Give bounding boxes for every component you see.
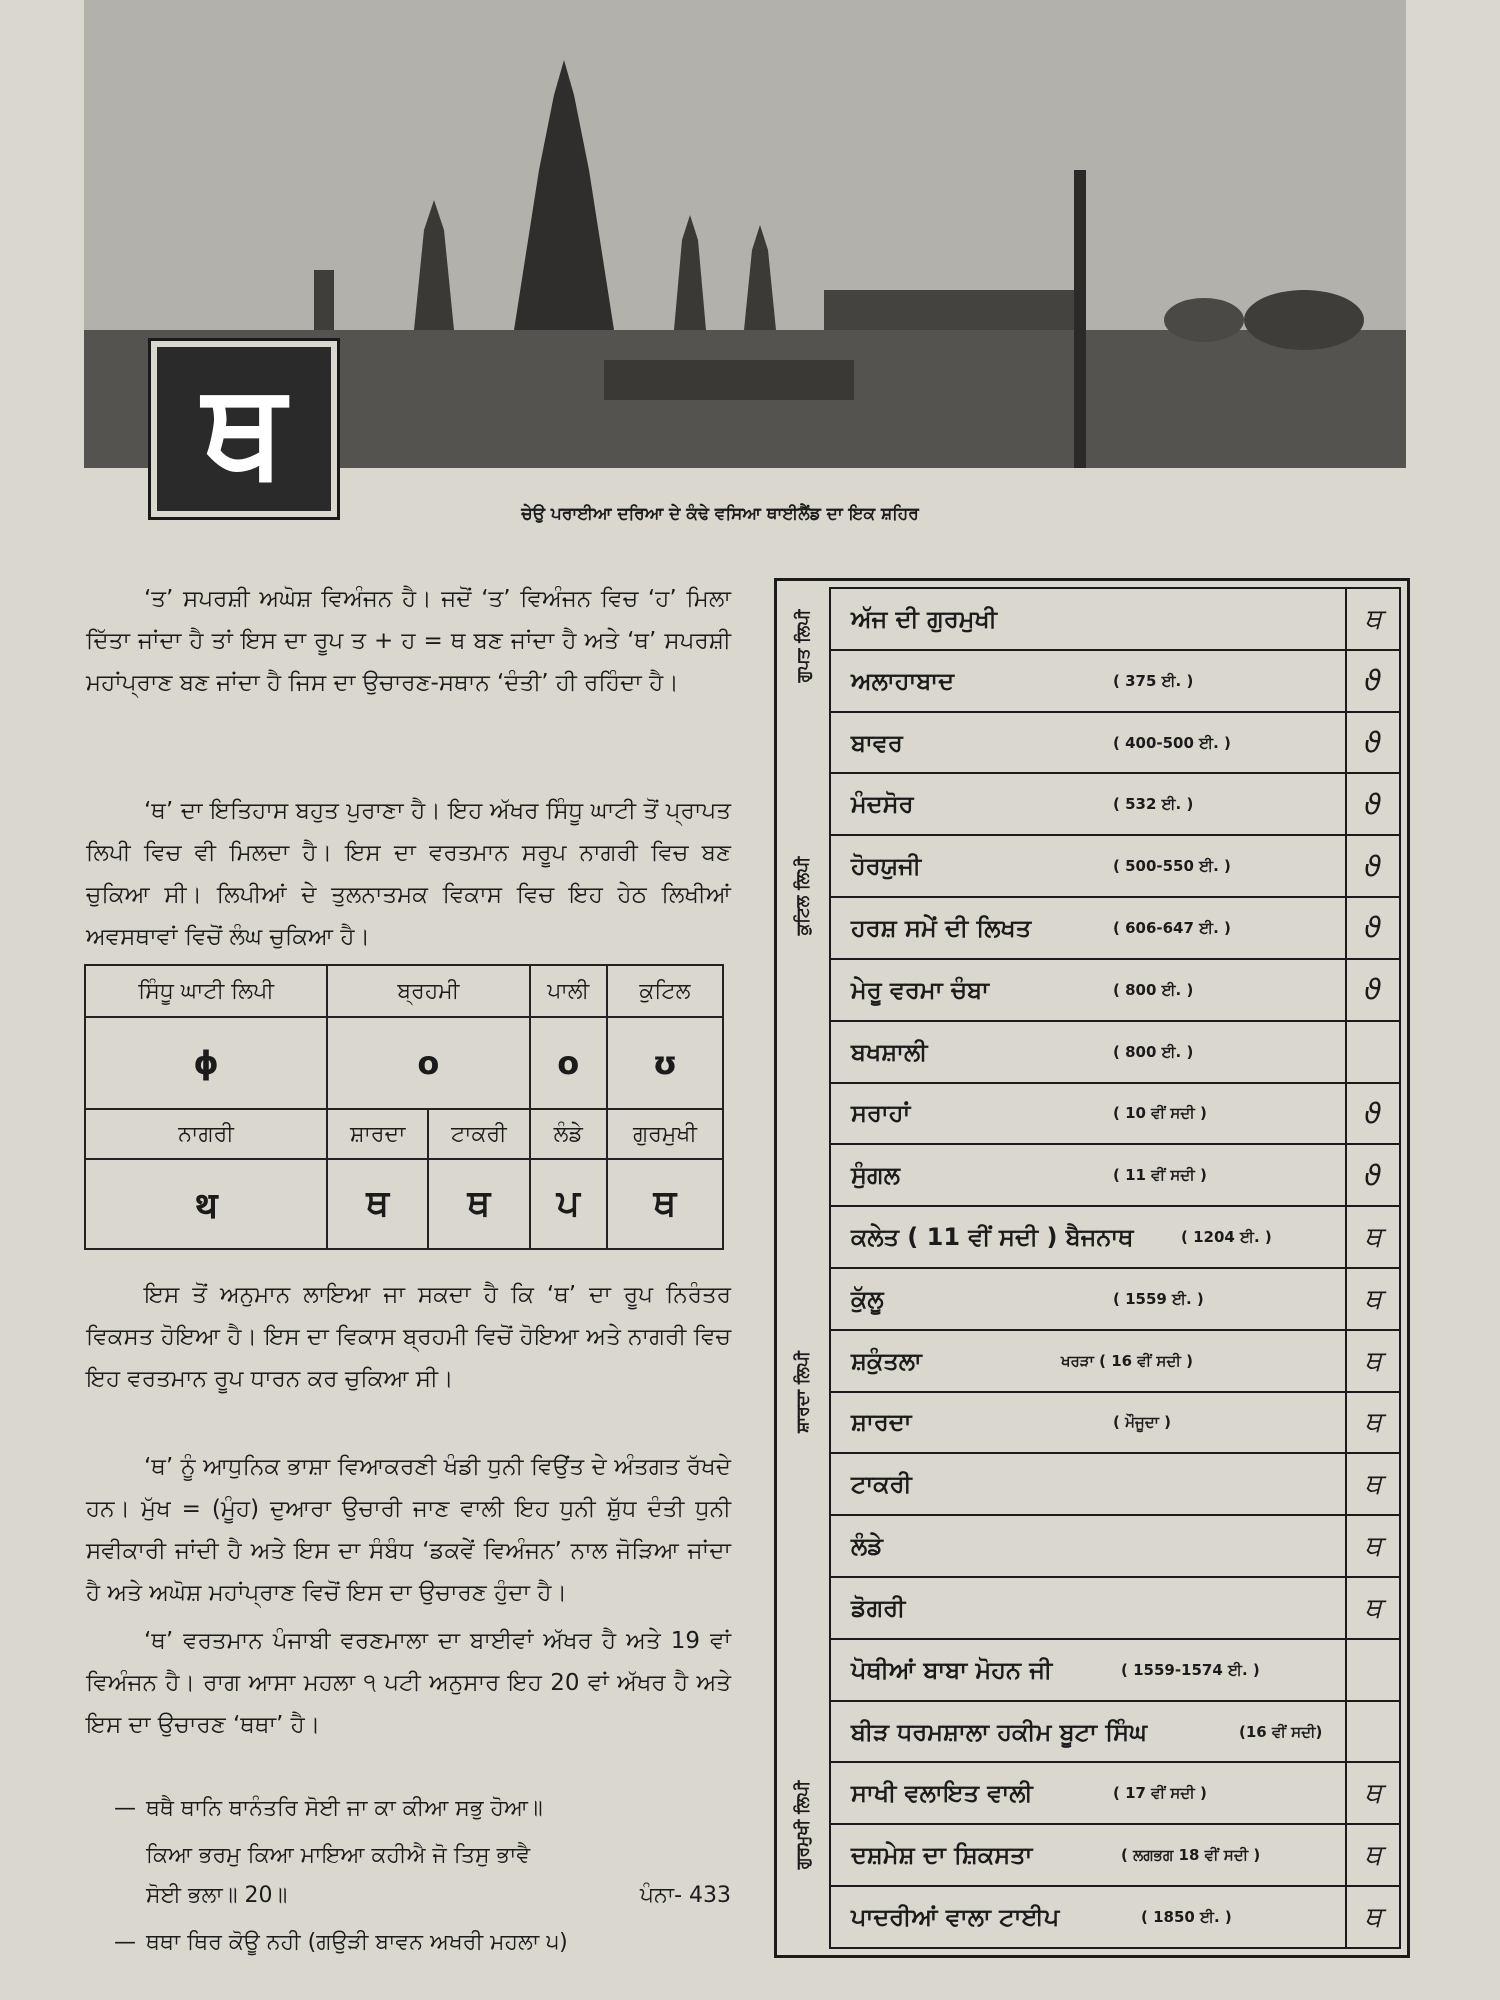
- chart-row-name: ਕਲੇਤ ( 11 ਵੀਂ ਸਦੀ ) ਬੈਜਨਾਥ: [851, 1223, 1134, 1252]
- chart-row: [831, 1763, 1399, 1825]
- chart-row: [831, 1516, 1399, 1578]
- chart-row-date: ( 17 ਵੀਂ ਸਦੀ ): [1113, 1784, 1207, 1803]
- chart-row-glyph: ϑ: [1345, 1084, 1399, 1144]
- chart-row-glyph: ϑ: [1345, 836, 1399, 896]
- chart-row-name: ਲੰਡੇ: [851, 1532, 883, 1561]
- chart-row: [831, 960, 1399, 1022]
- paragraph-5: ‘ਥ’ ਵਰਤਮਾਨ ਪੰਜਾਬੀ ਵਰਣਮਾਲਾ ਦਾ ਬਾਈਵਾਂ ਅੱਖਰ ਹੈ ਅਤੇ 19 ਵਾਂ ਵਿਅੰਜਨ ਹੈ। ਰਾਗ ਆਸਾ ਮਹਲਾ ੧ ਪਟੀ ਅਨੁਸਾਰ ਇਹ 20 ਵਾਂ ਅੱਖਰ ਹੈ ਅਤੇ ਇਸ ਦਾ ਉਚਾਰਣ ‘ਥਥਾ’ ਹੈ।: [86, 1628, 731, 1738]
- script-evolution-table: [84, 964, 724, 1250]
- table-header-cell: ਸ਼ਾਰਦਾ: [327, 1109, 428, 1159]
- chart-row-date: ( 500-550 ਈ. ): [1113, 857, 1231, 876]
- chart-row-glyph: ਥ: [1345, 1516, 1399, 1576]
- chart-row-name: ਪਾਦਰੀਆਂ ਵਾਲਾ ਟਾਈਪ: [851, 1902, 1060, 1931]
- chart-row-name: ਟਾਕਰੀ: [851, 1470, 912, 1499]
- table-header-cell: ਬ੍ਰਹਮੀ: [327, 965, 529, 1017]
- table-header-cell: ਲੰਡੇ: [530, 1109, 607, 1159]
- chart-row: [831, 1578, 1399, 1640]
- chart-row: [831, 1331, 1399, 1393]
- chart-row: [831, 774, 1399, 836]
- chart-row: [831, 1022, 1399, 1084]
- paragraph-2: ‘ਥ’ ਦਾ ਇਤਿਹਾਸ ਬਹੁਤ ਪੁਰਾਣਾ ਹੈ। ਇਹ ਅੱਖਰ ਸਿੰਧੂ ਘਾਟੀ ਤੋਂ ਪ੍ਰਾਪਤ ਲਿਪੀ ਵਿਚ ਵੀ ਮਿਲਦਾ ਹੈ। ਇਸ ਦਾ ਵਰਤਮਾਨ ਸਰੂਪ ਨਾਗਰੀ ਵਿਚ ਬਣ ਚੁਕਿਆ ਸੀ। ਲਿਪੀਆਂ ਦੇ ਤੁਲਨਾਤਮਕ ਵਿਕਾਸ ਵਿਚ ਇਹ ਹੇਠ ਲਿਖੀਆਂ ਅਵਸਥਾਵਾਂ ਵਿਚੋਂ ਲੰਘ ਚੁਕਿਆ ਹੈ।: [86, 798, 731, 950]
- chart-row-date: ( 606-647 ਈ. ): [1113, 918, 1231, 937]
- table-header-cell: ਪਾਲੀ: [530, 965, 607, 1017]
- chart-row: [831, 1825, 1399, 1887]
- chart-row: [831, 1269, 1399, 1331]
- chart-row-glyph: ϑ: [1345, 1145, 1399, 1205]
- chart-row-date: ( 800 ਈ. ): [1113, 980, 1194, 999]
- chart-row-glyph: ਥ: [1345, 1887, 1399, 1947]
- chart-row-name: ਅੱਜ ਦੀ ਗੁਰਮੁਖੀ: [851, 604, 997, 633]
- table-glyph-cell: थ: [85, 1159, 327, 1249]
- quote-page-ref: ਪੰਨਾ- 433: [639, 1883, 731, 1908]
- quote-line-3: [146, 1876, 731, 1916]
- quote-text: ਕਿਆ ਭਰਮੁ ਕਿਆ ਮਾਇਆ ਕਹੀਐ ਜੋ ਤਿਸੁ ਭਾਵੈ: [146, 1843, 531, 1868]
- chart-row: [831, 1145, 1399, 1207]
- chart-rows: [829, 587, 1401, 1949]
- table-header-cell: ਗੁਰਮੁਖੀ: [607, 1109, 723, 1159]
- chart-row-name: ਬੀੜ ਧਰਮਸ਼ਾਲਾ ਹਕੀਮ ਬੂਟਾ ਸਿੰਘ: [851, 1717, 1147, 1746]
- quote-text: ਥਥੈ ਥਾਨਿ ਥਾਨੰਤਰਿ ਸੋਈ ਜਾ ਕਾ ਕੀਆ ਸਭੁ ਹੋਆ॥: [146, 1796, 543, 1821]
- chart-row-date: ( ਮੌਜੂਦਾ ): [1113, 1413, 1172, 1432]
- drop-cap-box: [148, 338, 340, 520]
- chart-row-name: ਪੋਥੀਆਂ ਬਾਬਾ ਮੋਹਨ ਜੀ: [851, 1655, 1053, 1684]
- chart-row-date: ਖਰੜਾ ( 16 ਵੀਂ ਸਦੀ ): [1061, 1351, 1193, 1370]
- table-glyph-cell: o: [327, 1017, 529, 1109]
- chart-row-name: ਮੰਦਸੋਰ: [851, 790, 914, 819]
- chart-row: [831, 836, 1399, 898]
- chart-row-date: ( 11 ਵੀਂ ਸਦੀ ): [1113, 1166, 1207, 1185]
- chart-row-date: (16 ਵੀਂ ਸਦੀ): [1239, 1722, 1323, 1741]
- chart-row-date: ( 375 ਈ. ): [1113, 671, 1194, 690]
- chart-row-name: ਸੁੰਗਲ: [851, 1161, 900, 1190]
- chart-row-date: ( ਲਗਭਗ 18 ਵੀਂ ਸਦੀ ): [1121, 1846, 1261, 1865]
- chart-group-label: ਸ਼ਾਰਦਾ ਲਿਪੀ: [793, 1351, 813, 1433]
- chart-row-glyph: ਥ: [1345, 1269, 1399, 1329]
- quote-dash: —: [114, 1796, 136, 1821]
- chart-row-date: ( 1850 ਈ. ): [1141, 1907, 1232, 1926]
- chart-group-label: ਗੁਪਤ ਲਿਪੀ: [793, 609, 813, 683]
- table-glyph-cell: ʊ: [607, 1017, 723, 1109]
- chart-row-glyph: ਥ: [1345, 589, 1399, 649]
- chart-row-name: ਬਖਸ਼ਾਲੀ: [851, 1037, 928, 1066]
- chart-row-glyph: ϑ: [1345, 898, 1399, 958]
- chart-row-name: ਡੋਗਰੀ: [851, 1593, 906, 1622]
- chart-row-glyph: ਥ: [1345, 1331, 1399, 1391]
- chart-row-name: ਦਸ਼ਮੇਸ਼ ਦਾ ਸ਼ਿਕਸਤਾ: [851, 1841, 1033, 1870]
- chart-row-name: ਸਾਖੀ ਵਲਾਇਤ ਵਾਲੀ: [851, 1779, 1033, 1808]
- chart-row-name: ਹੋਰਯੁਜੀ: [851, 852, 922, 881]
- table-glyph-cell: ϕ: [85, 1017, 327, 1109]
- chart-row-glyph: ਥ: [1345, 1578, 1399, 1638]
- chart-row: [831, 1393, 1399, 1455]
- chart-row: [831, 1702, 1399, 1764]
- chart-row-glyph: ਥ: [1345, 1454, 1399, 1514]
- chart-row: [831, 1207, 1399, 1269]
- quote-line-1: [114, 1789, 731, 1829]
- chart-row-date: ( 10 ਵੀਂ ਸਦੀ ): [1113, 1104, 1207, 1123]
- chart-row-glyph: [1345, 1640, 1399, 1700]
- chart-row-name: ਸਰਾਹਾਂ: [851, 1099, 911, 1128]
- drop-cap-letter: ਥ: [157, 347, 331, 511]
- table-header-cell: ਸਿੰਧੂ ਘਾਟੀ ਲਿਪੀ: [85, 965, 327, 1017]
- paragraph-1: ‘ਤ’ ਸਪਰਸ਼ੀ ਅਘੋਸ਼ ਵਿਅੰਜਨ ਹੈ। ਜਦੋਂ ‘ਤ’ ਵਿਅੰਜਨ ਵਿਚ ‘ਹ’ ਮਿਲਾ ਦਿੱਤਾ ਜਾਂਦਾ ਹੈ ਤਾਂ ਇਸ ਦਾ ਰੂਪ ਤ + ਹ = ਥ ਬਣ ਜਾਂਦਾ ਹੈ ਅਤੇ ‘ਥ’ ਸਪਰਸ਼ੀ ਮਹਾਂਪ੍ਰਾਣ ਬਣ ਜਾਂਦਾ ਹੈ ਜਿਸ ਦਾ ਉਚਾਰਣ-ਸਥਾਨ ‘ਦੰਤੀ’ ਹੀ ਰਹਿੰਦਾ ਹੈ।: [86, 586, 731, 696]
- script-development-chart: [774, 578, 1410, 1958]
- chart-row: [831, 1887, 1399, 1947]
- chart-row-glyph: ϑ: [1345, 651, 1399, 711]
- table-header-cell: ਟਾਕਰੀ: [428, 1109, 529, 1159]
- quote-line-2: [146, 1836, 731, 1876]
- chart-row-name: ਮੇਰੂ ਵਰਮਾ ਚੰਬਾ: [851, 975, 989, 1004]
- table-glyph-cell: o: [530, 1017, 607, 1109]
- chart-row: [831, 1640, 1399, 1702]
- chart-row-name: ਸ਼ਕੁੰਤਲਾ: [851, 1346, 922, 1375]
- chart-row-glyph: ਥ: [1345, 1763, 1399, 1823]
- quote-dash: —: [114, 1930, 136, 1955]
- chart-row-glyph: ਥ: [1345, 1825, 1399, 1885]
- chart-row-name: ਸ਼ਾਰਦਾ: [851, 1408, 912, 1437]
- chart-row: [831, 589, 1399, 651]
- chart-row: [831, 898, 1399, 960]
- chart-row: [831, 1084, 1399, 1146]
- chart-row: [831, 651, 1399, 713]
- chart-row-glyph: ਥ: [1345, 1393, 1399, 1453]
- chart-row-date: ( 1204 ਈ. ): [1181, 1228, 1272, 1247]
- chart-row-name: ਅਲਾਹਾਬਾਦ: [851, 666, 955, 695]
- chart-row-date: ( 800 ਈ. ): [1113, 1042, 1194, 1061]
- chart-group-label: ਗੁਰਮੁਖੀ ਲਿਪੀ: [793, 1780, 814, 1870]
- quote-line-4: [114, 1923, 731, 1963]
- table-glyph-cell: ਥ: [428, 1159, 529, 1249]
- chart-row-glyph: [1345, 1022, 1399, 1082]
- chart-row-glyph: ϑ: [1345, 774, 1399, 834]
- paragraph-3: ਇਸ ਤੋਂ ਅਨੁਮਾਨ ਲਾਇਆ ਜਾ ਸਕਦਾ ਹੈ ਕਿ ‘ਥ’ ਦਾ ਰੂਪ ਨਿਰੰਤਰ ਵਿਕਸਤ ਹੋਇਆ ਹੈ। ਇਸ ਦਾ ਵਿਕਾਸ ਬ੍ਰਹਮੀ ਵਿਚੋਂ ਹੋਇਆ ਅਤੇ ਨਾਗਰੀ ਵਿਚ ਇਹ ਵਰਤਮਾਨ ਰੂਪ ਧਾਰਨ ਕਰ ਚੁਕਿਆ ਸੀ।: [86, 1282, 731, 1392]
- table-glyph-cell: ਪ: [530, 1159, 607, 1249]
- chart-row-date: ( 532 ਈ. ): [1113, 795, 1194, 814]
- chart-row-date: ( 400-500 ਈ. ): [1113, 733, 1231, 752]
- chart-row-name: ਕੁੱਲੂ: [851, 1284, 884, 1313]
- chart-group-label: ਕੁਟਿਲ ਲਿਪੀ: [793, 856, 813, 936]
- paragraph-4: ‘ਥ’ ਨੂੰ ਆਧੁਨਿਕ ਭਾਸ਼ਾ ਵਿਆਕਰਣੀ ਖੰਡੀ ਧੁਨੀ ਵਿਉਂਤ ਦੇ ਅੰਤਗਤ ਰੱਖਦੇ ਹਨ। ਮੁੱਖ = (ਮੂੰਹ) ਦੁਆਰਾ ਉਚਾਰੀ ਜਾਣ ਵਾਲੀ ਇਹ ਧੁਨੀ ਸ਼ੁੱਧ ਦੰਤੀ ਧੁਨੀ ਸਵੀਕਾਰੀ ਜਾਂਦੀ ਹੈ ਅਤੇ ਇਸ ਦਾ ਸੰਬੰਧ ‘ਡਕਵੇਂ ਵਿਅੰਜਨ’ ਨਾਲ ਜੋੜਿਆ ਜਾਂਦਾ ਹੈ ਅਤੇ ਅਘੋਸ਼ ਮਹਾਂਪ੍ਰਾਣ ਵਿਚੋਂ ਇਸ ਦਾ ਉਚਾਰਣ ਹੁੰਦਾ ਹੈ।: [86, 1454, 731, 1606]
- chart-row-name: ਬਾਵਰ: [851, 728, 903, 757]
- quote-text: ਥਥਾ ਥਿਰ ਕੋਊ ਨਹੀ (ਗਉੜੀ ਬਾਵਨ ਅਖਰੀ ਮਹਲਾ ੫): [146, 1930, 568, 1955]
- table-glyph-cell: ਥ: [327, 1159, 428, 1249]
- chart-row-date: ( 1559 ਈ. ): [1113, 1289, 1204, 1308]
- chart-row: [831, 1454, 1399, 1516]
- chart-row-glyph: ϑ: [1345, 960, 1399, 1020]
- table-glyph-cell: ਥ: [607, 1159, 723, 1249]
- chart-row-glyph: ϑ: [1345, 713, 1399, 773]
- chart-row-glyph: ਥ: [1345, 1207, 1399, 1267]
- table-header-cell: ਕੁਟਿਲ: [607, 965, 723, 1017]
- table-header-cell: ਨਾਗਰੀ: [85, 1109, 327, 1159]
- chart-row-glyph: [1345, 1702, 1399, 1762]
- quote-text: ਸੋਈ ਭਲਾ॥ 20॥: [146, 1883, 288, 1908]
- chart-row-name: ਹਰਸ਼ ਸਮੇਂ ਦੀ ਲਿਖਤ: [851, 913, 1032, 942]
- photo-caption: ਚੇਉ ਪਰਾਈਆ ਦਰਿਆ ਦੇ ਕੰਢੇ ਵਸਿਆ ਥਾਈਲੈਂਡ ਦਾ ਇਕ ਸ਼ਹਿਰ: [521, 504, 919, 524]
- chart-row: [831, 713, 1399, 775]
- chart-row-date: ( 1559-1574 ਈ. ): [1121, 1660, 1260, 1679]
